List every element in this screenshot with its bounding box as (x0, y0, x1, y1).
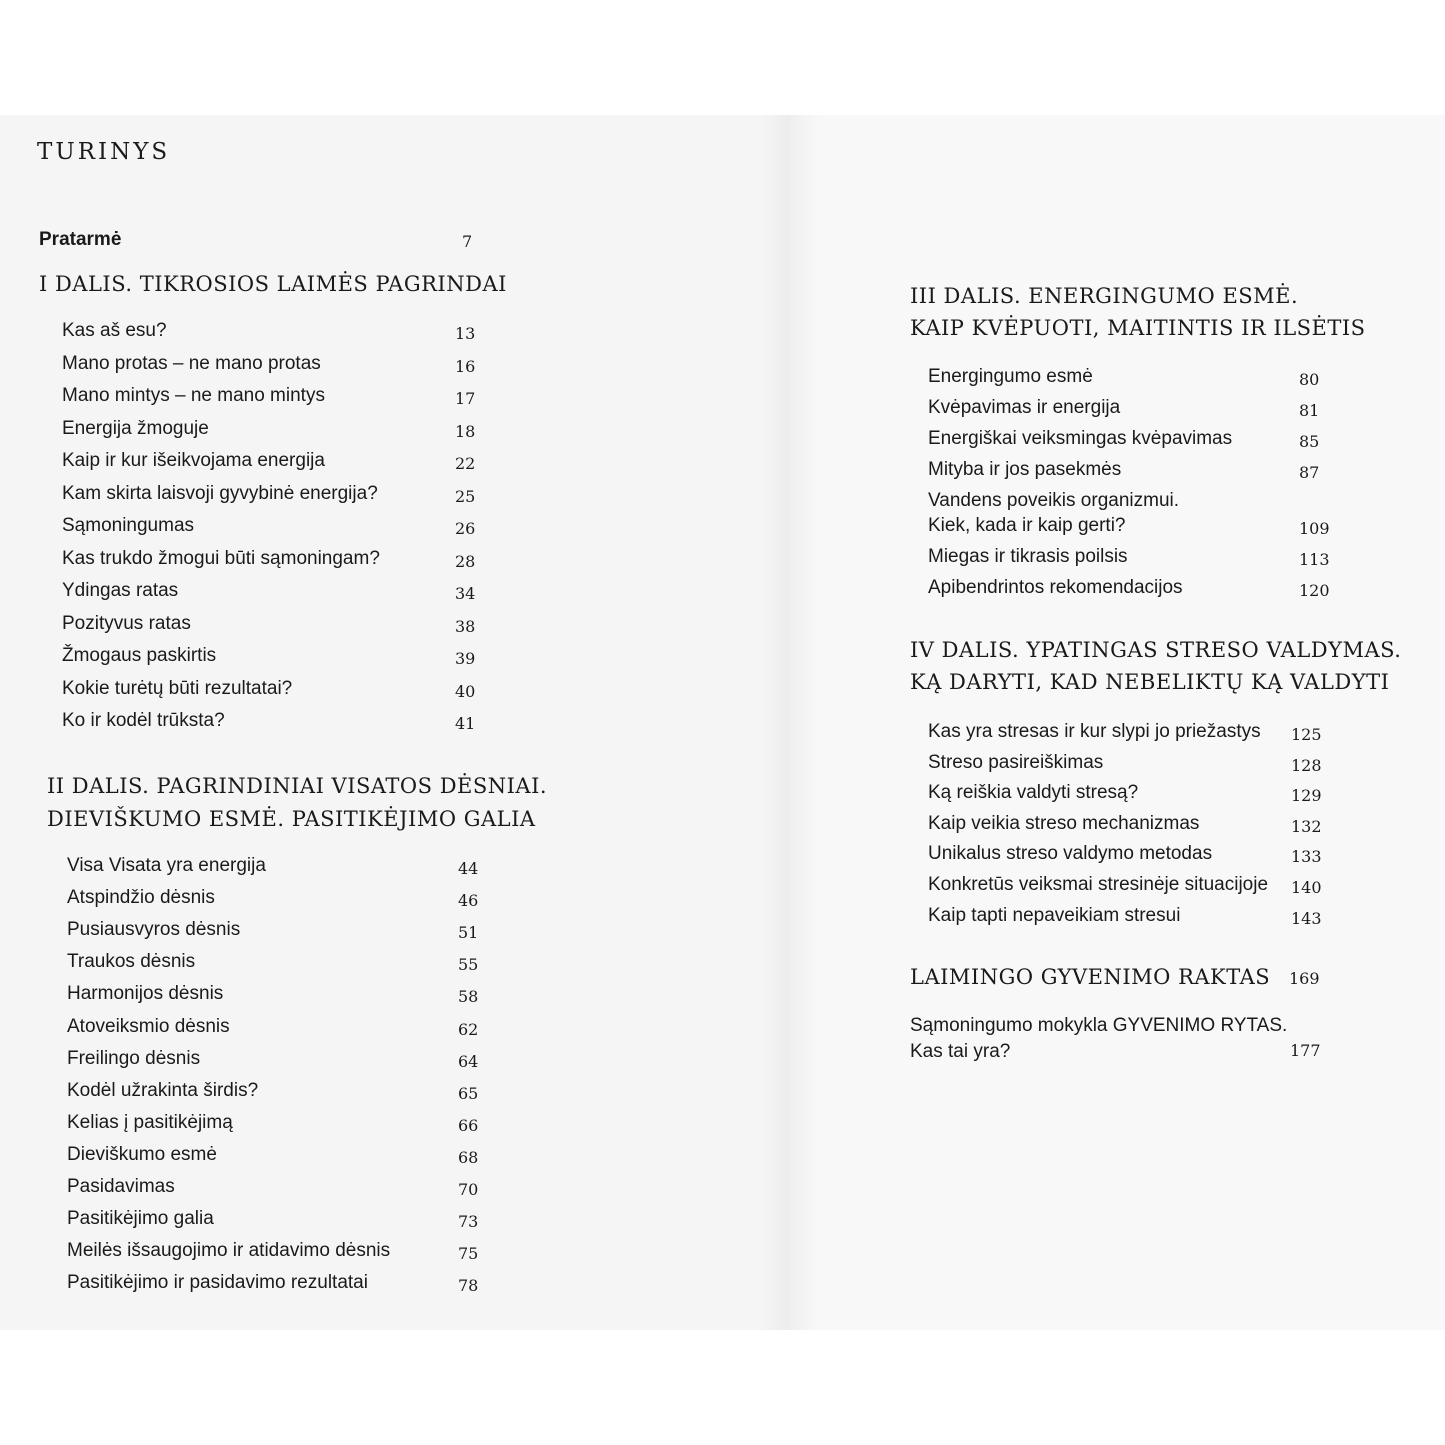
toc-entry-label: Kas trukdo žmogui būti sąmoningam? (62, 547, 380, 569)
preface-label: Pratarmė (39, 229, 122, 250)
toc-entry-label: Žmogaus paskirtis (62, 645, 217, 666)
toc-entry-label: Pozityvus ratas (62, 612, 191, 634)
toc-entry-label: Apibendrintos rekomendacijos (928, 577, 1183, 598)
part4-heading-line2: KĄ DARYTI, KAD NEBELIKTŲ KĄ VALDYTI (910, 670, 1390, 694)
toc-entry-label: Pasitikėjimo galia (67, 1208, 214, 1230)
toc-entry-page: 80 (1299, 370, 1320, 389)
toc-entry-page: 87 (1299, 463, 1320, 482)
toc-entry-label: Traukos dėsnis (67, 951, 196, 973)
toc-entry-page: 109 (1299, 519, 1330, 538)
key-heading: LAIMINGO GYVENIMO RAKTAS (910, 965, 1271, 989)
toc-entry-label: Ką reiškia valdyti stresą? (928, 782, 1139, 804)
toc-entry-page: 22 (455, 454, 476, 473)
toc-entry-page: 143 (1291, 908, 1322, 928)
toc-entry-label: Mano mintys – ne mano mintys (62, 385, 325, 406)
toc-entry-page: 28 (455, 551, 476, 571)
toc-entry-label: Meilės išsaugojimo ir atidavimo dėsnis (67, 1240, 391, 1262)
toc-entry-label: Kelias į pasitikėjimą (67, 1111, 233, 1133)
toc-entry-label: Unikalus streso valdymo metodas (928, 843, 1213, 865)
toc-entry-page: 85 (1299, 432, 1320, 451)
toc-entry-page: 25 (455, 486, 476, 506)
toc-entry-label: Vandens poveikis organizmui. (928, 490, 1180, 511)
toc-entry-label: Sąmoningumas (62, 515, 195, 536)
toc-entry-label: Ko ir kodėl trūksta? (62, 710, 225, 731)
toc-entry-page: 128 (1291, 755, 1322, 775)
part2-heading-line1: II DALIS. PAGRINDINIAI VISATOS DĖSNIAI. (47, 774, 548, 798)
toc-entry-label: Kam skirta laisvoji gyvybinė energija? (62, 482, 378, 504)
toc-entry-page: 17 (455, 389, 476, 408)
toc-entry-label: Pusiausvyros dėsnis (67, 919, 241, 941)
toc-entry-label: Visa Visata yra energija (67, 855, 266, 876)
toc-entry-label: Ydingas ratas (62, 580, 179, 601)
toc-entry-page: 120 (1299, 581, 1330, 600)
toc-entry-page: 46 (458, 891, 479, 911)
toc-entry-page: 26 (455, 519, 476, 538)
toc-entry-label-line2: Kiek, kada ir kaip gerti? (928, 515, 1126, 536)
toc-entry-label: Dieviškumo esmė (67, 1143, 217, 1165)
toc-title: TURINYS (37, 139, 171, 165)
toc-entry-page: 133 (1291, 847, 1322, 867)
toc-entry-page: 113 (1299, 550, 1330, 569)
toc-entry-label: Mano protas – ne mano protas (62, 352, 321, 374)
toc-entry-label: Kaip veikia streso mechanizmas (928, 812, 1200, 834)
part1-heading: I DALIS. TIKROSIOS LAIMĖS PAGRINDAI (39, 272, 507, 296)
toc-entry-page: 44 (458, 859, 479, 878)
toc-entry-label: Pasitikėjimo ir pasidavimo rezultatai (67, 1272, 368, 1294)
preface-page: 7 (462, 232, 473, 251)
toc-entry-page: 132 (1291, 816, 1322, 836)
toc-entry-page: 65 (458, 1083, 479, 1103)
toc-entry-page: 13 (455, 324, 476, 343)
toc-entry-page: 40 (455, 681, 476, 701)
part4-heading-line1: IV DALIS. YPATINGAS STRESO VALDYMAS. (910, 638, 1402, 662)
school-line1: Sąmoningumo mokykla GYVENIMO RYTAS. (910, 1015, 1288, 1036)
school-page: 177 (1290, 1041, 1321, 1060)
toc-entry-page: 18 (455, 421, 476, 441)
toc-entry-label: Atspindžio dėsnis (67, 887, 215, 909)
toc-entry-label: Energingumo esmė (928, 366, 1093, 387)
toc-entry-label: Energiškai veiksmingas kvėpavimas (928, 428, 1233, 449)
part3-heading-line1: III DALIS. ENERGINGUMO ESMĖ. (910, 284, 1299, 308)
toc-entry-label: Kaip ir kur išeikvojama energija (62, 450, 325, 471)
toc-entry-page: 129 (1291, 786, 1322, 806)
toc-entry-page: 41 (455, 714, 476, 733)
toc-entry-label: Konkretūs veiksmai stresinėje situacijoje (928, 874, 1269, 895)
toc-entry-page: 58 (458, 987, 479, 1007)
toc-entry-label: Mityba ir jos pasekmės (928, 459, 1122, 480)
toc-entry-page: 75 (458, 1244, 479, 1264)
toc-entry-page: 81 (1299, 401, 1320, 420)
toc-entry-page: 34 (455, 584, 476, 603)
toc-entry-page: 140 (1291, 878, 1322, 897)
toc-entry-label: Kvėpavimas ir energija (928, 397, 1121, 418)
toc-entry-label: Kaip tapti nepaveikiam stresui (928, 904, 1181, 926)
toc-entry-label: Streso pasireiškimas (928, 751, 1104, 773)
toc-entry-page: 55 (458, 955, 479, 975)
toc-entry-label: Kas aš esu? (62, 320, 167, 341)
toc-entry-label: Pasidavimas (67, 1176, 175, 1197)
toc-entry-page: 62 (458, 1019, 479, 1039)
toc-entry-page: 66 (458, 1115, 479, 1135)
toc-entry-label: Miegas ir tikrasis poilsis (928, 546, 1128, 567)
book-gutter (760, 115, 820, 1330)
toc-entry-page: 64 (458, 1051, 479, 1071)
toc-entry-label: Kokie turėtų būti rezultatai? (62, 677, 293, 699)
toc-entry-label: Kodėl užrakinta širdis? (67, 1079, 259, 1101)
toc-entry-label: Harmonijos dėsnis (67, 983, 224, 1005)
toc-entry-label: Energija žmoguje (62, 417, 209, 439)
toc-entry-page: 39 (455, 649, 476, 668)
toc-entry-page: 70 (458, 1180, 479, 1199)
toc-entry-label: Atoveiksmio dėsnis (67, 1015, 230, 1037)
school-line2: Kas tai yra? (910, 1041, 1011, 1062)
part3-heading-line2: KAIP KVĖPUOTI, MAITINTIS IR ILSĖTIS (910, 316, 1366, 340)
toc-entry-page: 51 (458, 923, 479, 943)
toc-entry-page: 38 (455, 616, 476, 636)
toc-entry-page: 68 (458, 1147, 479, 1167)
toc-entry-label: Kas yra stresas ir kur slypi jo priežastys (928, 721, 1261, 742)
toc-entry-page: 78 (458, 1276, 479, 1296)
toc-entry-page: 125 (1291, 725, 1322, 744)
part2-heading-line2: DIEVIŠKUMO ESMĖ. PASITIKĖJIMO GALIA (47, 807, 536, 831)
toc-entry-page: 16 (455, 356, 476, 376)
toc-entry-label: Freilingo dėsnis (67, 1047, 201, 1069)
key-page: 169 (1289, 969, 1320, 988)
toc-entry-page: 73 (458, 1212, 479, 1232)
